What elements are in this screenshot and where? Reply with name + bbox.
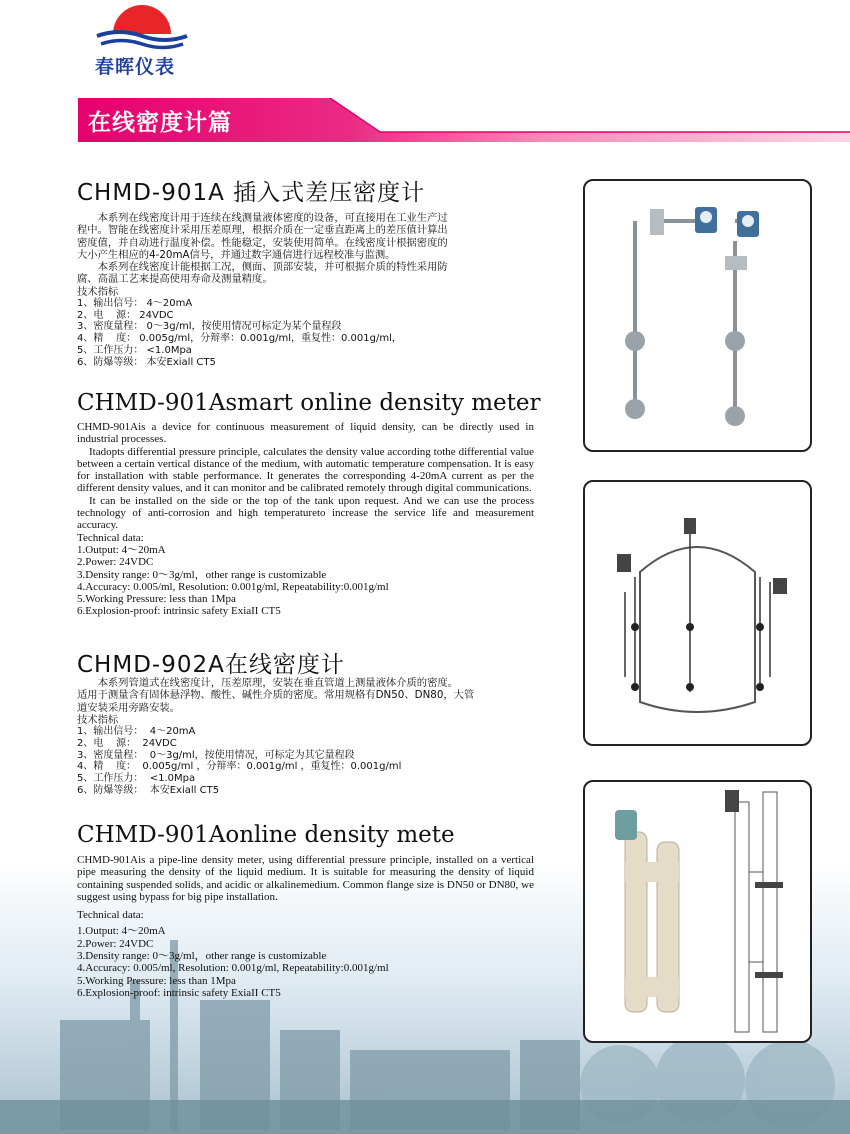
paragraph: It can be installed on the side or the top of the tank upon request. And we can use the process technology of anti-corrosion and high temperatureto increase the service life and measurement accuracy. — [77, 494, 534, 532]
section1-title: CHMD-901A 插入式差压密度计 — [77, 180, 426, 206]
spec-line: 3、密度量程： 0～3g/ml，按使用情况可标定为某个量程段 — [77, 321, 342, 333]
spec-line: 2.Power: 24VDC — [77, 556, 154, 569]
section4-body — [77, 854, 534, 999]
paragraph: CHMD-901Ais a device for continuous measurement of liquid density, can be directly used in industrial processes. — [77, 421, 534, 446]
spec-line: 5.Working Pressure: less than 1Mpa — [77, 593, 236, 606]
cn-line: 密度值，并自动进行温度补偿。性能稳定，安装使用简单。在线密度计根据密度的 — [77, 236, 448, 249]
spec-line: 4、精 度： 0.005g/ml ，分辩率：0.001g/ml ，重复性：0.001g/ml — [77, 761, 402, 773]
spec-line: 4.Accuracy: 0.005/ml, Resolution: 0.001g/ml, Repeatability:0.001g/ml — [77, 580, 389, 593]
spec-line: 1、输出信号： 4～20mA — [77, 298, 193, 310]
cn-line: 适用于测量含有固体悬浮物、酸性、碱性介质的密度。常用规格有DN50、DN80，大管 — [77, 689, 475, 702]
tech-label: 技术指标 — [77, 285, 119, 298]
spec-line: 3.Density range: 0～3g/ml，other range is customizable — [77, 950, 327, 963]
pipeline-density-meter-photo — [583, 780, 812, 1043]
spec-line: 1、输出信号： 4～20mA — [77, 726, 196, 738]
tech-label: 技术指标 — [77, 713, 119, 726]
spec-line: 3.Density range: 0～3g/ml，other range is customizable — [77, 568, 327, 581]
spec-line: 2.Power: 24VDC — [77, 937, 154, 950]
section-banner-title: 在线密度计篇 — [88, 110, 232, 136]
section2-body — [77, 421, 534, 618]
brand-name: 春晖仪表 — [95, 56, 176, 78]
cn-line: 大小产生相应的4-20mA信号，并通过数字通信进行远程校准与监测。 — [77, 248, 396, 261]
spec-line: 5、工作压力： <1.0Mpa — [77, 773, 196, 784]
spec-line: 4.Accuracy: 0.005/ml, Resolution: 0.001g/ml, Repeatability:0.001g/ml — [77, 962, 389, 975]
section4-title: CHMD-901Aonline density mete — [77, 822, 455, 848]
paragraph: CHMD-901Ais a pipe-line density meter, using differential pressure principle, installed on a vertical pipe measuring the density of the liquid medium. It is suitable for measuring the density of liquid containing suspended solids, and acidic or alkalinemedium. Common flange size is DN50 or DN80, we suggest using bypass for big pipe installation. — [77, 854, 534, 903]
pipe-probe-icon — [585, 181, 810, 450]
cn-line: 本系列在线密度计能根据工况，侧面、顶部安装，并可根据介质的特性采用防 — [77, 261, 448, 274]
spec-line: 3、密度量程： 0～3g/ml，按使用情况，可标定为其它量程段 — [77, 749, 355, 761]
spec-line: 1.Output: 4～20mA — [77, 925, 166, 938]
spec-line: 6.Explosion-proof: intrinsic safety ExiaII CT5 — [77, 986, 281, 999]
section1-cn-body — [77, 212, 448, 368]
cn-line: 道安装采用旁路安装。 — [77, 701, 180, 714]
spec-line: 2、电 源： 24VDC — [77, 309, 174, 321]
spec-line: 6、防爆等级： 本安Exiall CT5 — [77, 356, 216, 368]
cn-line: 本系列在线密度计用于连续在线测量液体密度的设备，可直接用在工业生产过 — [77, 212, 448, 224]
section3-title: CHMD-902A在线密度计 — [77, 652, 345, 678]
cn-line: 程中。智能在线密度计采用压差原理，根据介质在一定垂直距离上的差压值计算出 — [77, 224, 448, 237]
cn-line: 腐、高温工艺来提高使用寿命及测量精度。 — [77, 273, 273, 286]
spec-line: 6、防爆等级： 本安Exiall CT5 — [77, 784, 220, 796]
spec-line: 4、精 度： 0.005g/ml，分辩率：0.001g/ml，重复性：0.001g/ml， — [77, 333, 402, 345]
spec-line: 6.Explosion-proof: intrinsic safety ExiaII CT5 — [77, 605, 281, 618]
section3-cn-body — [77, 677, 474, 796]
tank-installation-diagram — [583, 480, 812, 746]
tank-icon — [585, 482, 810, 744]
paragraph: Itadopts differential pressure principle, calculates the density value according tothe differential value between a certain vertical distance of the medium, with automatic temperature compensation. It is easy for installation with stable performance. It generates the corresponding 4-20mA current as per the different density values, and it can monitor and be calibrated remotely through digital communications. — [77, 445, 534, 495]
section2-title: CHMD-901Asmart online density meter — [77, 390, 541, 416]
spec-line: 5、工作压力： <1.0Mpa — [77, 344, 192, 356]
tech-label: Technical data: — [77, 909, 144, 922]
insertion-density-meter-photo — [583, 179, 812, 452]
bypass-pipe-icon — [585, 782, 810, 1041]
tech-label: Technical data: — [77, 531, 144, 544]
spec-line: 1.Output: 4～20mA — [77, 543, 166, 556]
spec-line: 5.Working Pressure: less than 1Mpa — [77, 974, 236, 987]
spec-line: 2、电 源： 24VDC — [77, 737, 177, 749]
cn-line: 本系列管道式在线密度计，压差原理，安装在垂直管道上测量液体介质的密度。 — [77, 677, 458, 689]
